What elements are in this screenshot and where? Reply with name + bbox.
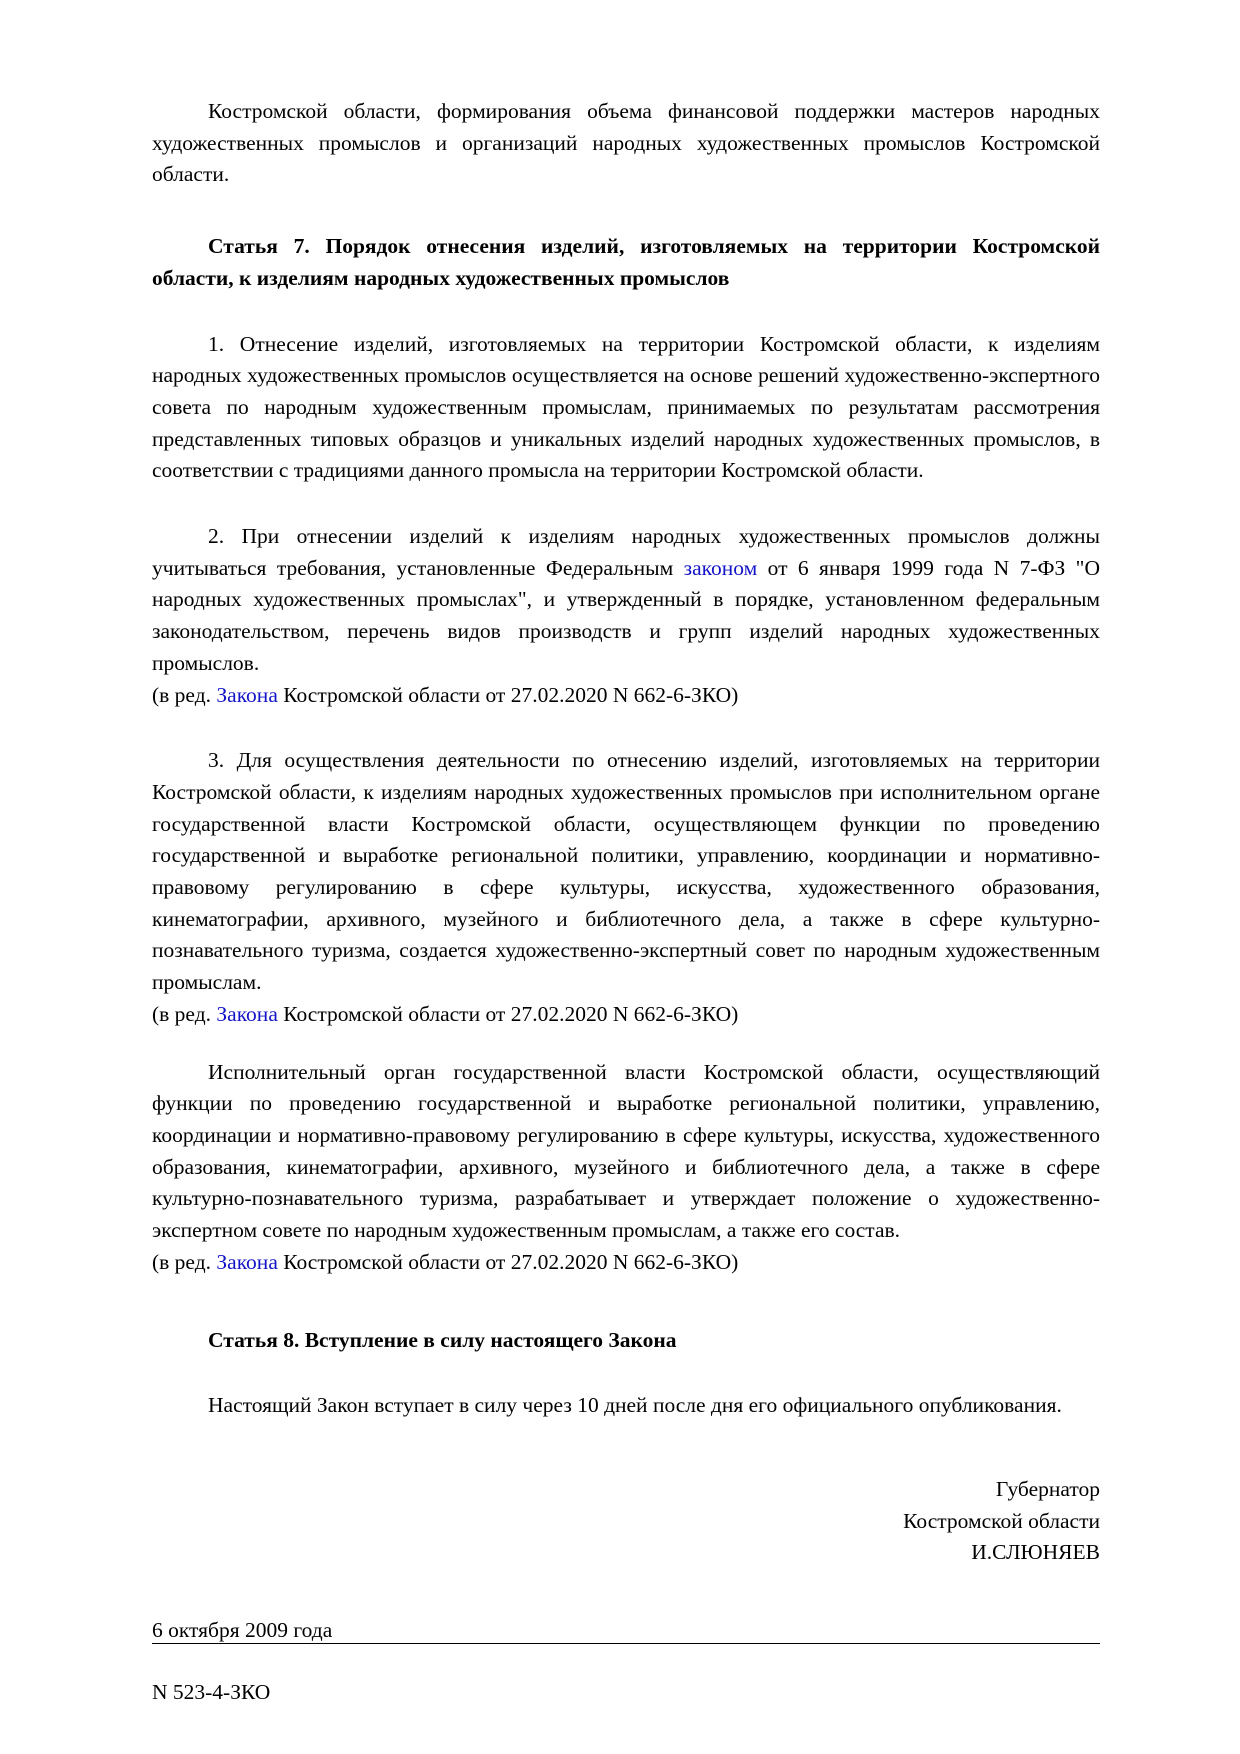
federal-law-link[interactable]: законом xyxy=(683,555,758,580)
intro-paragraph: Костромской области, формирования объема финансовой поддержки мастеров народных художественных промыслов и организаций народных художественных промыслов Костромской области. xyxy=(152,99,1100,187)
article-7-item-2 xyxy=(152,521,1100,680)
signature-block xyxy=(152,1474,1100,1569)
spacer xyxy=(152,711,1100,745)
article-7-item-3: 3. Для осуществления деятельности по отнесению изделий, изготовляемых на территории Костромской области, к изделиям народных художественных промыслов при исполнительном органе государственной власти Костромской области, осуществляющем функции по проведению государственной и выработке региональной политики, управлению, координации и нормативно-правовому регулированию в сфере культуры, искусства, художественного образования, кинематографии, архивного, музейного и библиотечного дела, а также в сфере культурно-познавательного туризма, создается художественно-экспертный совет по народным художественным промыслам. xyxy=(152,748,1100,995)
signature-name: И.СЛЮНЯЕВ xyxy=(971,1540,1100,1565)
spacer xyxy=(152,487,1100,521)
article-7-item-4: Исполнительный орган государственной власти Костромской области, осуществляющий функции по проведению государственной и выработке региональной политики, управлению, координации и нормативно-правовому регулированию в сфере культуры, искусства, художественного образования, кинематографии, архивного, музейного и библиотечного дела, а также в сфере культурно-познавательного туризма, разрабатывает и утверждает положение о художественно-экспертном совете по народным художественным промыслам, а также его состав. xyxy=(152,1059,1100,1243)
item-2-text-before-link: 2. При отнесении изделий к изделиям народных художественных промыслов должны учитываться требования, установленные Федеральным xyxy=(152,524,1100,580)
item-2-text-after-link: от 6 января 1999 года N 7-ФЗ "О народных художественных промыслах", и утвержденный в порядке, установленном федеральным законодательством, перечень видов производств и групп изделий народных художественных промыслов. xyxy=(152,555,1100,675)
spacer xyxy=(152,191,1100,231)
signature-title: Губернатор xyxy=(995,1476,1100,1501)
citation-suffix: Костромской области от 27.02.2020 N 662-6-ЗКО) xyxy=(277,682,739,707)
article-8-body: Настоящий Закон вступает в силу через 10 дней после дня его официального опубликования. xyxy=(208,1393,1062,1418)
citation-prefix: (в ред. xyxy=(152,1249,217,1274)
spacer xyxy=(152,1031,1100,1057)
regional-law-link[interactable]: Закона xyxy=(216,682,278,707)
citation-suffix: Костромской области от 27.02.2020 N 662-6-ЗКО) xyxy=(277,1001,739,1026)
citation-suffix: Костромской области от 27.02.2020 N 662-6-ЗКО) xyxy=(277,1249,739,1274)
regional-law-link[interactable]: Закона xyxy=(216,1001,278,1026)
footer-divider xyxy=(152,1643,1100,1644)
document-number: N 523-4-ЗКО xyxy=(152,1679,271,1704)
spacer xyxy=(152,1279,1100,1325)
article-8-heading: Статья 8. Вступление в силу настоящего Закона xyxy=(208,1327,677,1352)
spacer xyxy=(152,1356,1100,1390)
citation-prefix: (в ред. xyxy=(152,1001,217,1026)
spacer xyxy=(152,1647,1100,1677)
article-7-item-3-citation xyxy=(152,999,1100,1031)
article-7-item-4-citation xyxy=(152,1247,1100,1279)
article-7-item-1: 1. Отнесение изделий, изготовляемых на территории Костромской области, к изделиям народных художественных промыслов осуществляется на основе решений художественно-экспертного совета по народным художественным промыслам, принимаемых по результатам рассмотрения представленных типовых образцов и уникальных изделий народных художественных промыслов, в соответствии с традициями данного промысла на территории Костромской области. xyxy=(152,331,1100,483)
article-7-item-2-citation xyxy=(152,680,1100,712)
footer-meta xyxy=(152,1615,1100,1708)
document-body xyxy=(152,96,1100,1708)
article-7-heading: Статья 7. Порядок отнесения изделий, изготовляемых на территории Костромской области, к изделиям народных художественных промыслов xyxy=(152,234,1100,290)
regional-law-link[interactable]: Закона xyxy=(216,1249,278,1274)
document-date: 6 октября 2009 года xyxy=(152,1618,333,1643)
citation-prefix: (в ред. xyxy=(152,682,217,707)
spacer xyxy=(152,295,1100,329)
signature-region: Костромской области xyxy=(903,1508,1100,1533)
